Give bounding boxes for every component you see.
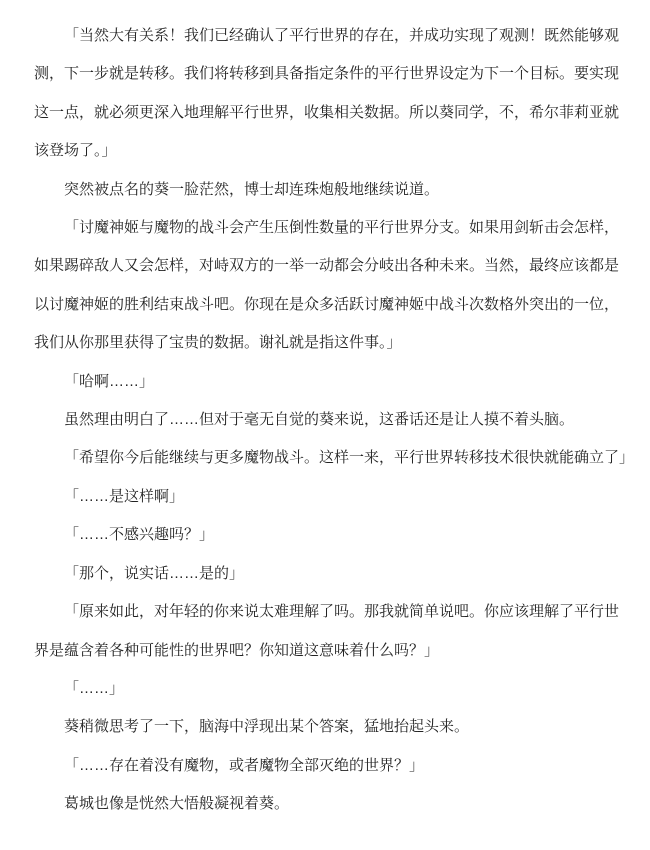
text-line: 这一点，就必须更深入地理解平行世界，收集相关数据。所以葵同学，不，希尔菲莉亚就 <box>34 103 620 121</box>
paragraph <box>34 670 618 708</box>
text-line: 突然被点名的葵一脸茫然，博士却连珠炮般地继续说道。 <box>64 180 440 198</box>
paragraph <box>34 708 618 746</box>
paragraph <box>34 401 618 439</box>
text-line: 「希望你今后能继续与更多魔物战斗。这样一来，平行世界转移技术很快就能确立了」 <box>64 449 635 467</box>
paragraph <box>34 209 618 363</box>
text-line: 葛城也像是恍然大悟般凝视着葵。 <box>64 795 290 813</box>
text-line: 「讨魔神姬与魔物的战斗会产生压倒性数量的平行世界分支。如果用剑斩击会怎样， <box>64 219 620 237</box>
text-line: 虽然理由明白了……但对于毫无自觉的葵来说，这番话还是让人摸不着头脑。 <box>64 411 575 429</box>
paragraph <box>34 363 618 401</box>
text-line: 「当然大有关系！我们已经确认了平行世界的存在，并成功实现了观测！既然能够观 <box>64 27 620 44</box>
text-line: 「……」 <box>64 679 125 697</box>
paragraph <box>34 555 618 593</box>
paragraph <box>34 439 635 477</box>
paragraph <box>34 17 618 171</box>
text-line: 「哈啊……」 <box>64 372 155 390</box>
paragraph <box>34 747 618 785</box>
text-line: 「……不感兴趣吗？」 <box>64 526 215 544</box>
text-line: 界是蕴含着各种可能性的世界吧？你知道这意味着什么吗？」 <box>34 641 440 659</box>
paragraph <box>34 785 618 823</box>
text-line: 「……是这样啊」 <box>64 487 185 505</box>
text-line: 以讨魔神姬的胜利结束战斗吧。你现在是众多活跃讨魔神姬中战斗次数格外突出的一位， <box>34 295 620 313</box>
paragraph <box>34 171 618 209</box>
text-line: 「那个，说实话……是的」 <box>64 564 245 582</box>
text-line: 「……存在着没有魔物，或者魔物全部灭绝的世界？」 <box>64 756 425 774</box>
text-line: 测，下一步就是转移。我们将转移到具备指定条件的平行世界设定为下一个目标。要实现 <box>34 65 620 83</box>
text-line: 葵稍微思考了一下，脑海中浮现出某个答案，猛地抬起头来。 <box>64 718 470 736</box>
paragraph <box>34 516 618 554</box>
text-line: 该登场了。」 <box>34 142 117 160</box>
novel-text <box>34 17 635 824</box>
text-line: 我们从你那里获得了宝贵的数据。谢礼就是指这件事。」 <box>34 334 402 352</box>
text-line: 如果踢碎敌人又会怎样，对峙双方的一举一动都会分岐出各种未来。当然，最终应该都是 <box>34 257 620 275</box>
paragraph <box>34 478 618 516</box>
text-line: 「原来如此，对年轻的你来说太难理解了吗。那我就简单说吧。你应该理解了平行世 <box>64 603 620 621</box>
paragraph <box>34 593 618 670</box>
